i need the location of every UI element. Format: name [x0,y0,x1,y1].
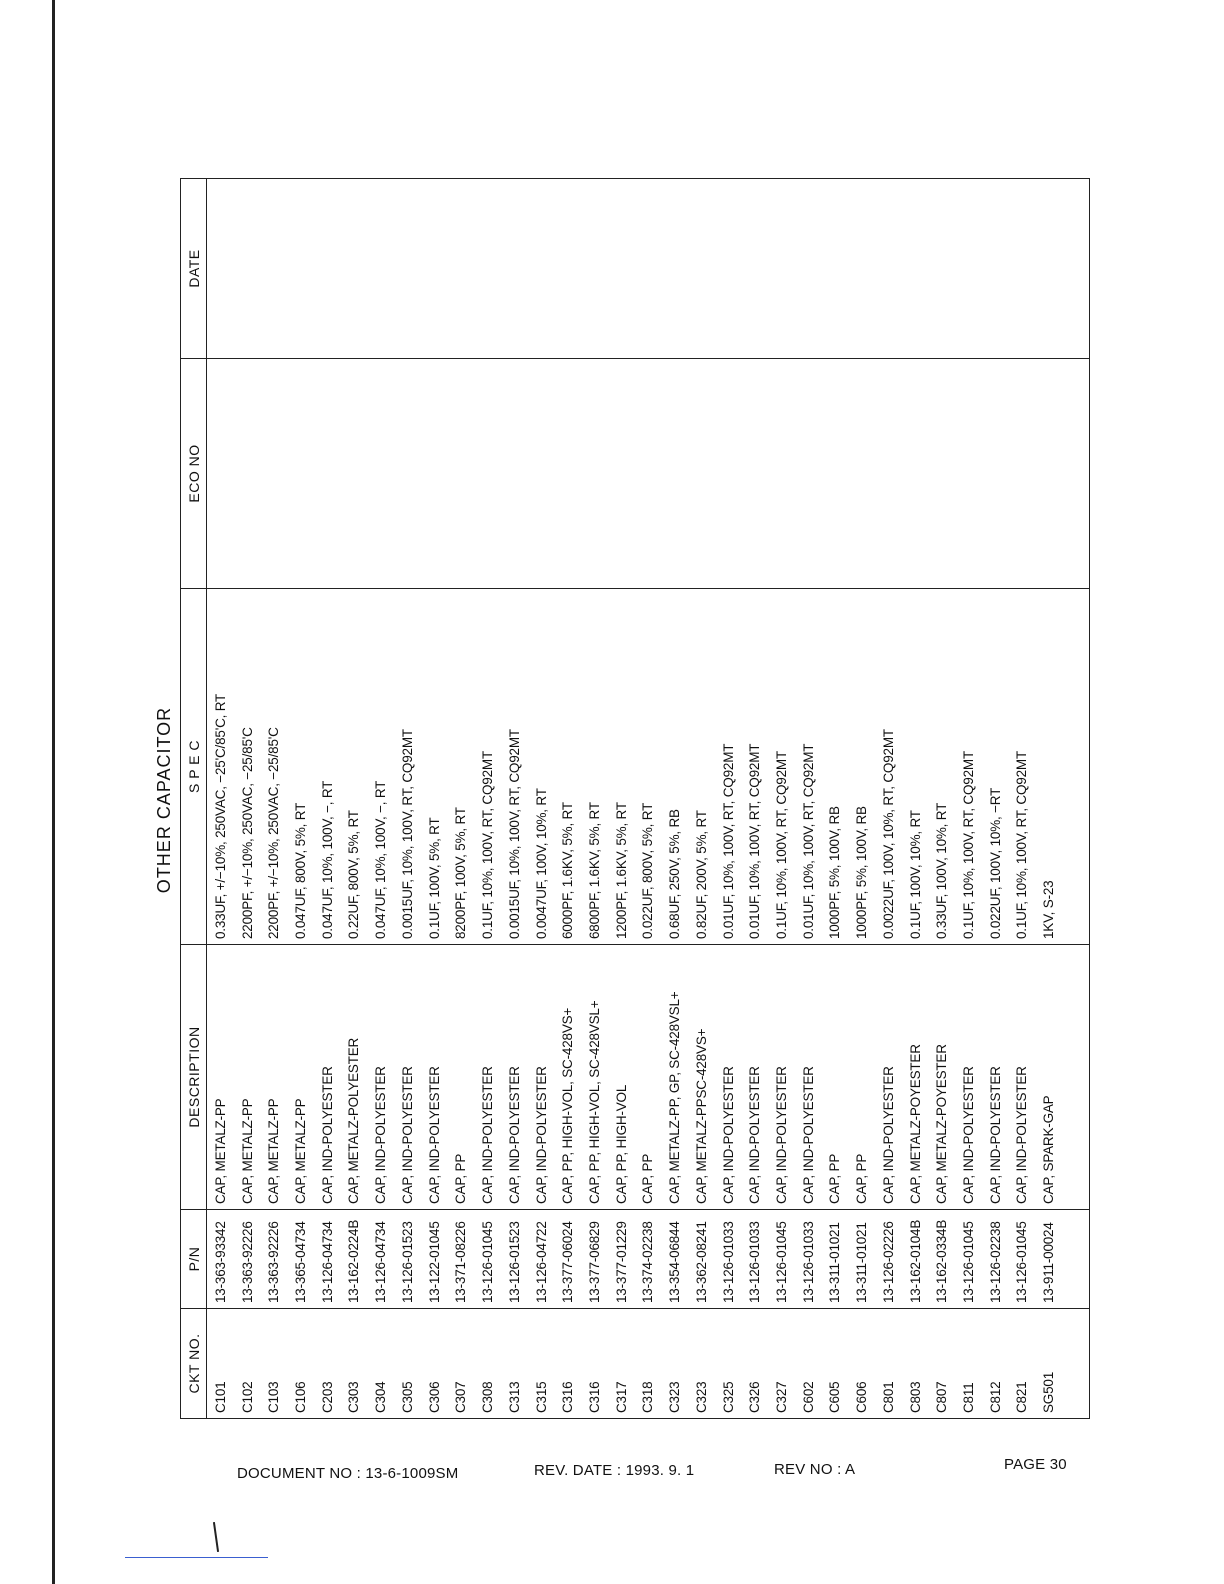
rotated-sheet [150,175,1090,1425]
cell-date [741,179,768,359]
cell-eco-no [635,359,662,589]
cell-description: CAP, PP [848,945,875,1210]
cell-eco-no [875,359,902,589]
cell-eco-no [928,359,955,589]
table-row [341,179,368,1419]
cell-eco-no [260,359,287,589]
cell-description: CAP, METALZ-PP [207,945,234,1210]
cell-pn: 13-122-01045 [421,1210,448,1309]
cell-description: CAP, IND-POLYESTER [528,945,555,1210]
cell-description: CAP, METALZ-PP, GP, SC-428VSL+ [661,945,688,1210]
cell-date [421,179,448,359]
table-row [207,179,234,1419]
cell-description: CAP, IND-POLYESTER [501,945,528,1210]
cell-description: CAP, IND-POLYESTER [955,945,982,1210]
cell-spec: 0.22UF, 800V, 5%, RT [341,589,368,945]
cell-eco-no [394,359,421,589]
cell-spec: 8200PF, 100V, 5%, RT [447,589,474,945]
cell-date [341,179,368,359]
cell-date [955,179,982,359]
table-row [982,179,1009,1419]
cell-eco-no [848,359,875,589]
cell-eco-no [822,359,849,589]
table-header-row [181,179,207,1419]
cell-ckt-no: C323 [661,1309,688,1419]
cell-eco-no [528,359,555,589]
cell-pn: 13-374-02238 [635,1210,662,1309]
cell-spec: 2200PF, +/−10%, 250VAC, −25/85'C [234,589,261,945]
cell-eco-no [608,359,635,589]
table-row [608,179,635,1419]
cell-spec: 0.1UF, 10%, 100V, RT, CQ92MT [768,589,795,945]
table-row [661,179,688,1419]
cell-description: CAP, IND-POLYESTER [795,945,822,1210]
cell-description: CAP, METALZ-PP [260,945,287,1210]
page-title: OTHER CAPACITOR [154,706,174,894]
cell-date [635,179,662,359]
cell-date [581,179,608,359]
cell-ckt-no: C316 [554,1309,581,1419]
cell-ckt-no: SG501 [1035,1309,1062,1419]
cell-date [688,179,715,359]
cell-pn: 13-126-04734 [314,1210,341,1309]
header-spec: S P E C [181,589,207,945]
cell-spec: 0.047UF, 10%, 100V, −, RT [314,589,341,945]
cell-description: CAP, PP [822,945,849,1210]
cell-spec: 0.0015UF, 10%, 100V, RT, CQ92MT [394,589,421,945]
cell-description: CAP, IND-POLYESTER [768,945,795,1210]
cell-ckt-no: C327 [768,1309,795,1419]
cell-description: CAP, IND-POLYESTER [715,945,742,1210]
cell-pn: 13-363-92226 [260,1210,287,1309]
table-row [287,179,314,1419]
cell-description: CAP, METALZ-PPSC-428VS+ [688,945,715,1210]
cell-ckt-no: C807 [928,1309,955,1419]
cell-ckt-no: C304 [367,1309,394,1419]
cell-eco-no [421,359,448,589]
table-row [528,179,555,1419]
cell-ckt-no: C307 [447,1309,474,1419]
cell-ckt-no: C602 [795,1309,822,1419]
cell-description: CAP, PP [635,945,662,1210]
cell-spec: 0.01UF, 10%, 100V, RT, CQ92MT [741,589,768,945]
cell-date [314,179,341,359]
cell-eco-no [287,359,314,589]
cell-date [528,179,555,359]
cell-pn: 13-911-00024 [1035,1210,1062,1309]
cell-ckt-no: C101 [207,1309,234,1419]
parts-table [180,178,1090,1419]
cell-description: CAP, METALZ-PP [234,945,261,1210]
cell-date [287,179,314,359]
table-row [501,179,528,1419]
cell-ckt-no: C821 [1009,1309,1036,1419]
cell-description: CAP, METALZ-POLYESTER [341,945,368,1210]
cell-spec: 0.68UF, 250V, 5%, RB [661,589,688,945]
cell-pn: 13-126-01045 [955,1210,982,1309]
cell-description: CAP, IND-POLYESTER [875,945,902,1210]
cell-pn: 13-377-06829 [581,1210,608,1309]
cell-date [661,179,688,359]
cell-ckt-no: C325 [715,1309,742,1419]
cell-date [848,179,875,359]
table-row [314,179,341,1419]
document-number: DOCUMENT NO : 13-6-1009SM [237,1465,459,1482]
table-row [688,179,715,1419]
header-eco-no: ECO NO [181,359,207,589]
cell-pn: 13-126-01045 [474,1210,501,1309]
table-row [822,179,849,1419]
cell-eco-no [341,359,368,589]
cell-ckt-no: C605 [822,1309,849,1419]
cell-description: CAP, PP [447,945,474,1210]
cell-pn: 13-363-93342 [207,1210,234,1309]
cell-spec: 0.1UF, 10%, 100V, RT, CQ92MT [474,589,501,945]
table-row [474,179,501,1419]
cell-description: CAP, METALZ-POYESTER [902,945,929,1210]
cell-description: CAP, IND-POLYESTER [421,945,448,1210]
cell-eco-no [715,359,742,589]
cell-date [260,179,287,359]
cell-pn: 13-362-08241 [688,1210,715,1309]
stray-pen-mark [213,1522,219,1552]
header-ckt-no: CKT NO. [181,1309,207,1419]
cell-description: CAP, IND-POLYESTER [367,945,394,1210]
page-number: PAGE 30 [1004,1456,1067,1473]
header-pn: P/N [181,1210,207,1309]
cell-ckt-no: C303 [341,1309,368,1419]
cell-date [447,179,474,359]
table-body [207,179,1090,1419]
cell-pn: 13-126-01033 [741,1210,768,1309]
cell-eco-no [234,359,261,589]
cell-spec: 6000PF, 1.6KV, 5%, RT [554,589,581,945]
cell-pn: 13-363-92226 [234,1210,261,1309]
cell-date [795,179,822,359]
cell-ckt-no: C203 [314,1309,341,1419]
table-row [902,179,929,1419]
cell-spec: 6800PF, 1.6KV, 5%, RT [581,589,608,945]
cell-pn: 13-162-0334B [928,1210,955,1309]
cell-ckt-no: C803 [902,1309,929,1419]
filler-cell [1062,359,1089,589]
header-date: DATE [181,179,207,359]
table-row [928,179,955,1419]
cell-date [1009,179,1036,359]
cell-spec: 0.022UF, 800V, 5%, RT [635,589,662,945]
cell-spec: 0.33UF, +/−10%, 250VAC, −25'C/85'C, RT [207,589,234,945]
cell-pn: 13-162-0224B [341,1210,368,1309]
cell-spec: 0.047UF, 800V, 5%, RT [287,589,314,945]
cell-spec: 0.022UF, 100V, 10%, −RT [982,589,1009,945]
cell-description: CAP, IND-POLYESTER [741,945,768,1210]
cell-spec: 1000PF, 5%, 100V, RB [822,589,849,945]
revision-number: REV NO : A [774,1461,856,1478]
cell-date [474,179,501,359]
cell-pn: 13-126-02238 [982,1210,1009,1309]
cell-description: CAP, PP, HIGH-VOL, SC-428VS+ [554,945,581,1210]
cell-date [1035,179,1062,359]
cell-ckt-no: C811 [955,1309,982,1419]
cell-date [207,179,234,359]
cell-ckt-no: C306 [421,1309,448,1419]
cell-description: CAP, IND-POLYESTER [1009,945,1036,1210]
cell-pn: 13-126-04722 [528,1210,555,1309]
cell-ckt-no: C323 [688,1309,715,1419]
table-filler-row [1062,179,1089,1419]
cell-description: CAP, IND-POLYESTER [314,945,341,1210]
bottom-rule [125,1557,268,1558]
table-row [635,179,662,1419]
cell-spec: 0.1UF, 10%, 100V, RT, CQ92MT [955,589,982,945]
cell-pn: 13-126-04734 [367,1210,394,1309]
table-row [741,179,768,1419]
cell-spec: 1KV, S-23 [1035,589,1062,945]
cell-description: CAP, IND-POLYESTER [474,945,501,1210]
cell-description: CAP, PP, HIGH-VOL [608,945,635,1210]
cell-eco-no [474,359,501,589]
table-row [581,179,608,1419]
cell-date [902,179,929,359]
filler-cell [1062,1210,1089,1309]
cell-description: CAP, METALZ-POYESTER [928,945,955,1210]
table-row [848,179,875,1419]
filler-cell [1062,179,1089,359]
table-row [1009,179,1036,1419]
filler-cell [1062,945,1089,1210]
cell-date [554,179,581,359]
header-description: DESCRIPTION [181,945,207,1210]
cell-date [234,179,261,359]
cell-eco-no [902,359,929,589]
cell-ckt-no: C313 [501,1309,528,1419]
table-row [875,179,902,1419]
cell-ckt-no: C305 [394,1309,421,1419]
cell-spec: 0.0022UF, 100V, 10%, RT, CQ92MT [875,589,902,945]
cell-date [501,179,528,359]
cell-date [875,179,902,359]
cell-ckt-no: C801 [875,1309,902,1419]
cell-ckt-no: C326 [741,1309,768,1419]
cell-eco-no [795,359,822,589]
cell-description: CAP, SPARK-GAP [1035,945,1062,1210]
cell-pn: 13-126-02226 [875,1210,902,1309]
cell-date [367,179,394,359]
cell-eco-no [741,359,768,589]
cell-eco-no [501,359,528,589]
page-left-edge [52,0,55,1584]
table-row [768,179,795,1419]
table-row [260,179,287,1419]
cell-ckt-no: C812 [982,1309,1009,1419]
revision-date: REV. DATE : 1993. 9. 1 [534,1462,695,1479]
cell-eco-no [367,359,394,589]
cell-pn: 13-126-01045 [1009,1210,1036,1309]
cell-spec: 0.82UF, 200V, 5%, RT [688,589,715,945]
cell-spec: 0.01UF, 10%, 100V, RT, CQ92MT [795,589,822,945]
cell-spec: 1200PF, 1.6KV, 5%, RT [608,589,635,945]
table-row [447,179,474,1419]
cell-ckt-no: C102 [234,1309,261,1419]
cell-pn: 13-126-01523 [394,1210,421,1309]
cell-pn: 13-354-06844 [661,1210,688,1309]
table-row [394,179,421,1419]
cell-description: CAP, IND-POLYESTER [394,945,421,1210]
cell-pn: 13-126-01033 [715,1210,742,1309]
cell-eco-no [661,359,688,589]
table-row [955,179,982,1419]
cell-ckt-no: C308 [474,1309,501,1419]
cell-eco-no [768,359,795,589]
cell-eco-no [581,359,608,589]
cell-ckt-no: C317 [608,1309,635,1419]
cell-date [928,179,955,359]
cell-eco-no [314,359,341,589]
cell-spec: 0.1UF, 100V, 10%, RT [902,589,929,945]
cell-spec: 0.1UF, 100V, 5%, RT [421,589,448,945]
cell-eco-no [1009,359,1036,589]
cell-date [822,179,849,359]
table-row [421,179,448,1419]
cell-spec: 0.01UF, 10%, 100V, RT, CQ92MT [715,589,742,945]
table-row [554,179,581,1419]
table-row [715,179,742,1419]
cell-date [608,179,635,359]
cell-ckt-no: C606 [848,1309,875,1419]
table-row [795,179,822,1419]
filler-cell [1062,589,1089,945]
cell-pn: 13-311-01021 [822,1210,849,1309]
cell-ckt-no: C106 [287,1309,314,1419]
cell-pn: 13-126-01045 [768,1210,795,1309]
cell-spec: 0.0047UF, 100V, 10%, RT [528,589,555,945]
cell-pn: 13-377-06024 [554,1210,581,1309]
cell-eco-no [1035,359,1062,589]
cell-pn: 13-126-01033 [795,1210,822,1309]
cell-eco-no [955,359,982,589]
cell-date [715,179,742,359]
filler-cell [1062,1309,1089,1419]
cell-pn: 13-126-01523 [501,1210,528,1309]
cell-description: CAP, PP, HIGH-VOL, SC-428VSL+ [581,945,608,1210]
cell-ckt-no: C103 [260,1309,287,1419]
cell-spec: 0.33UF, 100V, 10%, RT [928,589,955,945]
cell-description: CAP, IND-POLYESTER [982,945,1009,1210]
cell-spec: 1000PF, 5%, 100V, RB [848,589,875,945]
cell-date [394,179,421,359]
cell-eco-no [447,359,474,589]
cell-spec: 2200PF, +/−10%, 250VAC, −25/85'C [260,589,287,945]
cell-pn: 13-377-01229 [608,1210,635,1309]
cell-spec: 0.1UF, 10%, 100V, RT, CQ92MT [1009,589,1036,945]
cell-eco-no [554,359,581,589]
cell-pn: 13-371-08226 [447,1210,474,1309]
cell-ckt-no: C318 [635,1309,662,1419]
cell-spec: 0.0015UF, 10%, 100V, RT, CQ92MT [501,589,528,945]
cell-ckt-no: C315 [528,1309,555,1419]
cell-ckt-no: C316 [581,1309,608,1419]
table-row [234,179,261,1419]
cell-pn: 13-162-0104B [902,1210,929,1309]
cell-date [768,179,795,359]
cell-pn: 13-365-04734 [287,1210,314,1309]
table-row [1035,179,1062,1419]
cell-description: CAP, METALZ-PP [287,945,314,1210]
cell-spec: 0.047UF, 10%, 100V, −, RT [367,589,394,945]
cell-date [982,179,1009,359]
cell-pn: 13-311-01021 [848,1210,875,1309]
table-row [367,179,394,1419]
cell-eco-no [982,359,1009,589]
cell-eco-no [207,359,234,589]
cell-eco-no [688,359,715,589]
